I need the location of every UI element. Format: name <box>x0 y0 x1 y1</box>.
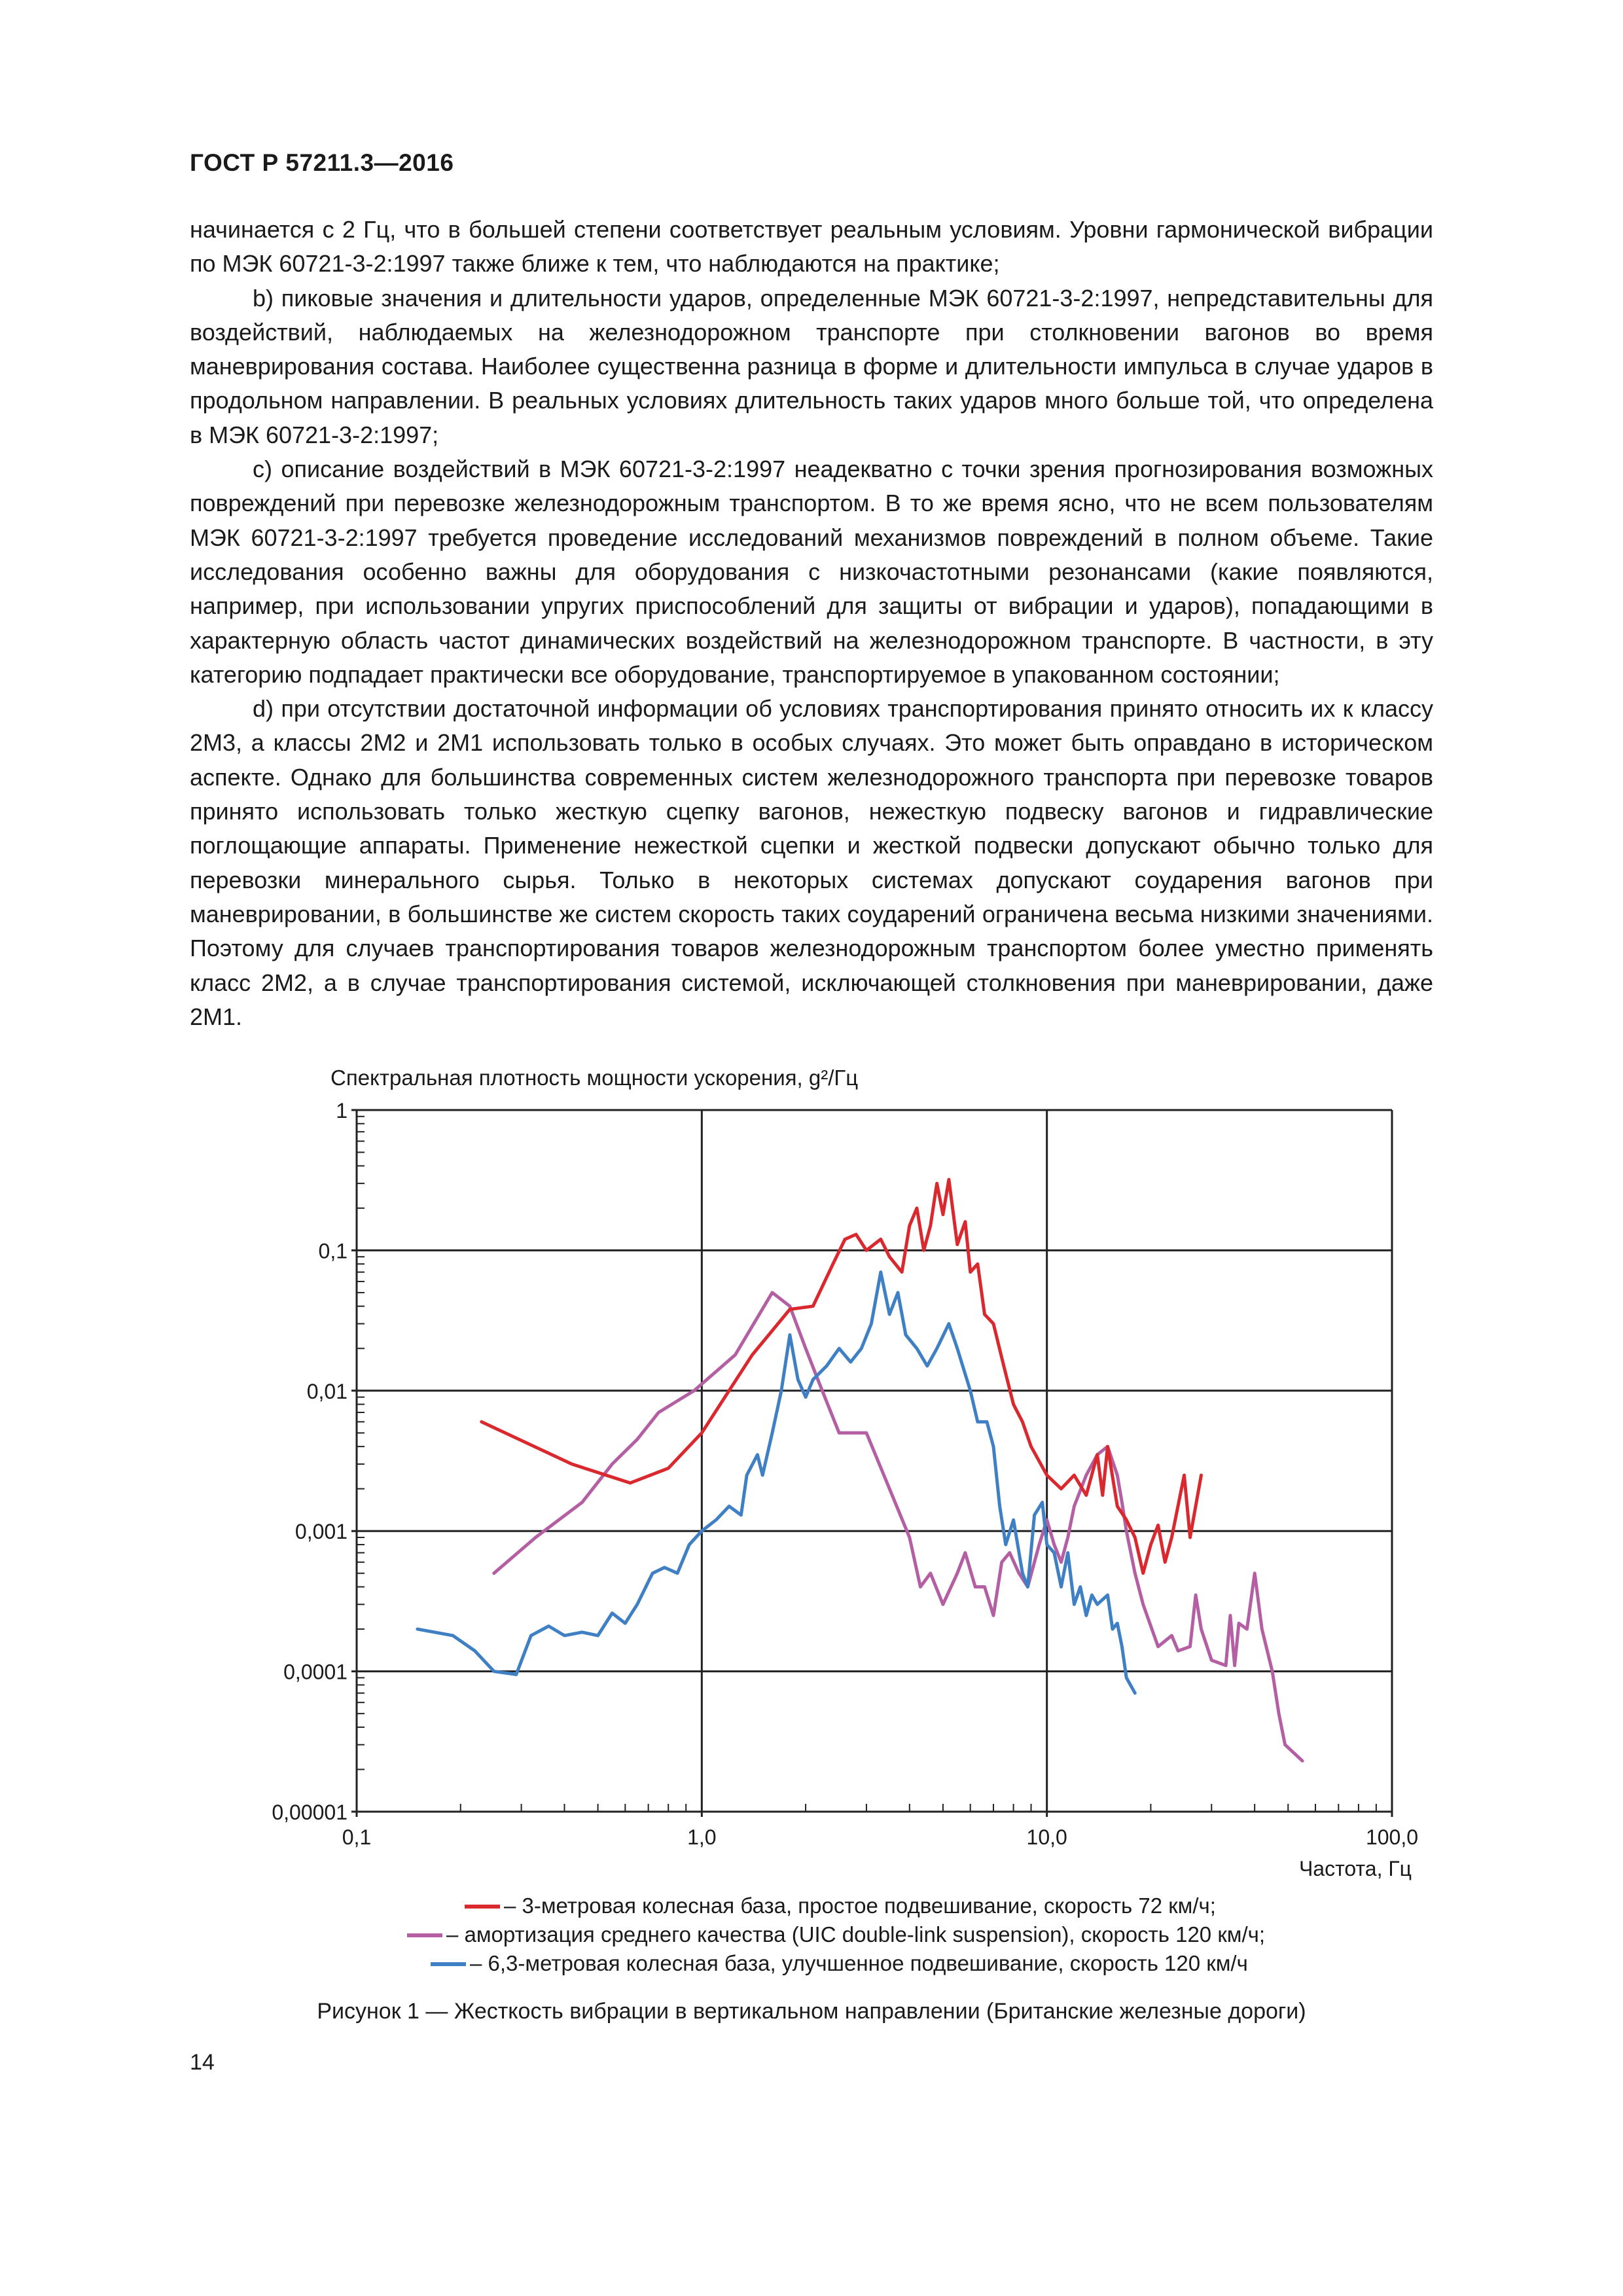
series-line <box>482 1179 1202 1573</box>
psd-chart <box>0 1047 1623 1996</box>
y-tick-label: 0,001 <box>294 1520 348 1544</box>
figure-caption: Рисунок 1 — Жесткость вибрации в вертикальном направлении (Британские железные дороги) <box>317 1999 1306 2024</box>
legend-label: – 3-метровая колесная база, простое подвешивание, скорость 72 км/ч; <box>504 1893 1216 1918</box>
body-text <box>190 213 1433 1034</box>
series-line <box>494 1293 1302 1761</box>
y-axis-label: Спектральная плотность мощности ускорения, g²/Гц <box>330 1066 859 1090</box>
x-tick-label: 100,0 <box>1365 1825 1419 1849</box>
y-tick-label: 0,0001 <box>283 1660 348 1684</box>
legend-swatch <box>407 1933 442 1937</box>
series-line <box>418 1272 1135 1693</box>
legend-swatch <box>431 1962 466 1966</box>
page-number: 14 <box>190 2050 215 2075</box>
x-tick-label: 1,0 <box>687 1825 717 1849</box>
paragraph: начинается с 2 Гц, что в большей степени соответствует реальным условиям. Уровни гармонической вибрации по МЭК 60721-3-2:1997 также ближе к тем, что наблюдаются на практике; <box>190 216 1433 278</box>
x-tick-label: 10,0 <box>1026 1825 1067 1849</box>
x-tick-label: 0,1 <box>342 1825 372 1849</box>
paragraph: с) описание воздействий в МЭК 60721-3-2:1997 неадекватно с точки зрения прогнозирования возможных повреждений при перевозке железнодорожным транспортом. В то же время ясно, что не всем пользователям МЭК 60721-3-2:1997 требуется проведение исследований механизмов повреждений в полном объеме. Такие исследования особенно важны для оборудования с низкочастотными резонансами (какие появляются, например, при использовании упругих приспособлений для защиты от вибрации и ударов), попадающими в характерную область частот динамических воздействий на железнодорожном транспорте. В частности, в эту категорию подпадает практически все оборудование, транспортируемое в упакованном состоянии; <box>190 456 1433 688</box>
paragraph: d) при отсутствии достаточной информации об условиях транспортирования принято относить их к классу 2M3, а классы 2M2 и 2M1 использовать только в особых случаях. Это может быть оправдано в историческом аспекте. Однако для большинства современных систем железнодорожного транспорта при перевозке товаров принято использовать только жесткую сцепку вагонов, нежесткую подвеску вагонов и гидравлические поглощающие аппараты. Применение нежесткой сцепки и жесткой подвески допускают обычно только для перевозки минерального сырья. Только в некоторых системах допускают соударения вагонов при маневрировании, в большинстве же систем скорость таких соударений ограничена весьма низкими значениями. Поэтому для случаев транспортирования товаров железнодорожным транспортом более уместно применять класс 2M2, а в случае транспортирования системой, исключающей столкновения при маневрировании, даже 2M1. <box>190 695 1433 1030</box>
y-tick-label: 1 <box>336 1099 348 1122</box>
y-tick-label: 0,01 <box>306 1379 348 1403</box>
y-tick-label: 0,1 <box>318 1239 348 1263</box>
chart-svg <box>0 1047 1623 1996</box>
legend-label: – амортизация среднего качества (UIC double-link suspension), скорость 120 км/ч; <box>446 1922 1265 1946</box>
document-header: ГОСТ Р 57211.3—2016 <box>190 149 454 176</box>
y-tick-label: 0,00001 <box>272 1801 348 1824</box>
legend-label: – 6,3-метровая колесная база, улучшенное подвешивание, скорость 120 км/ч <box>470 1951 1248 1975</box>
paragraph: b) пиковые значения и длительности ударов, определенные МЭК 60721-3-2:1997, непредставительны для воздействий, наблюдаемых на железнодорожном транспорте при столкновении вагонов во время маневрирования состава. Наиболее существенна разница в форме и длительности импульса в случае ударов в продольном направлении. В реальных условиях длительность таких ударов много больше той, что определена в МЭК 60721-3-2:1997; <box>190 284 1433 448</box>
x-axis-label: Частота, Гц <box>1298 1857 1412 1880</box>
legend-swatch <box>465 1905 500 1909</box>
